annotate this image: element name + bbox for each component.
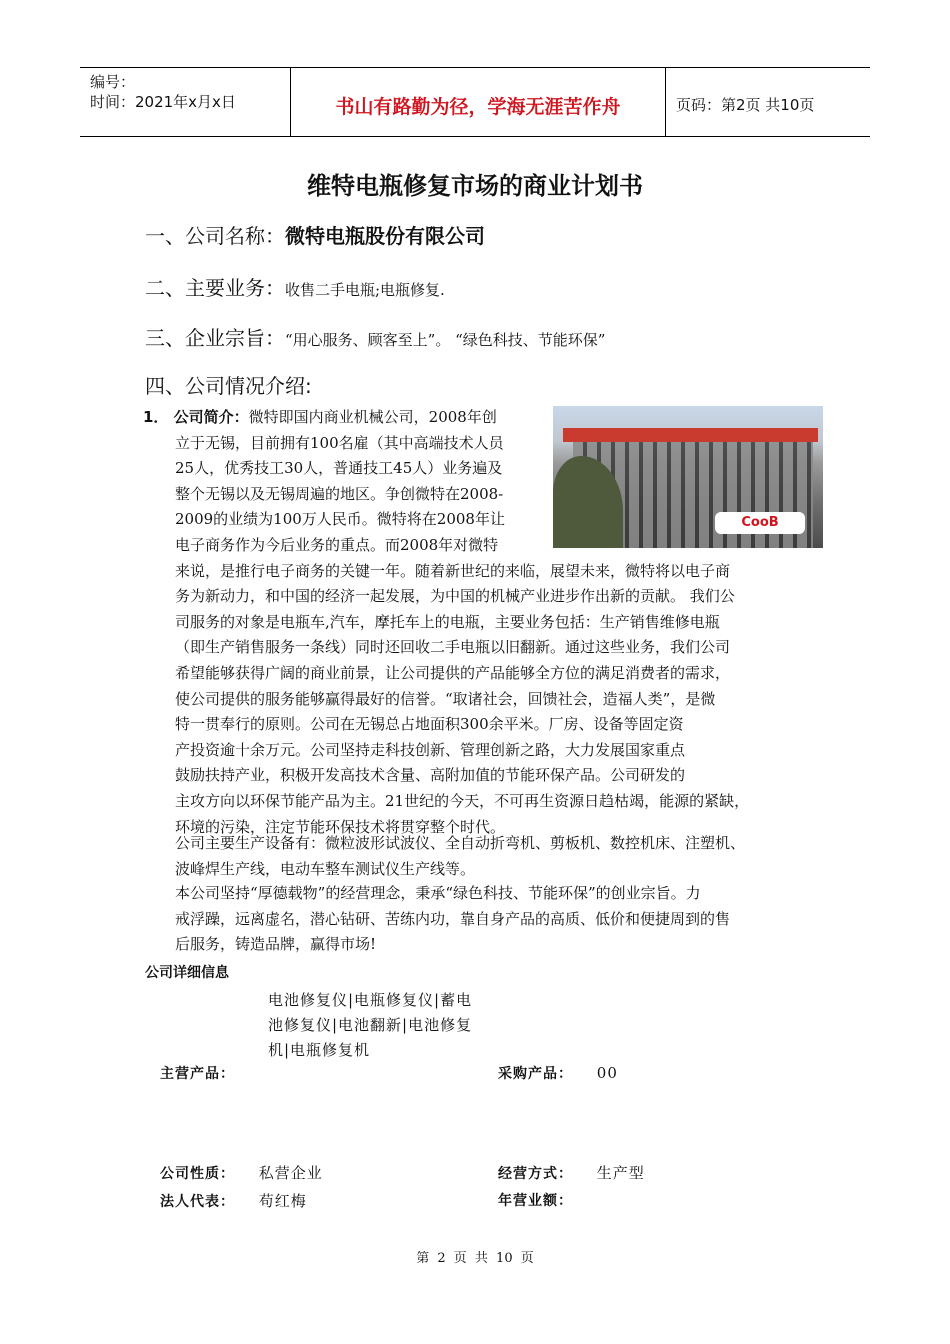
section-label: 四、公司情况介绍: — [145, 374, 312, 398]
intro-line: 主攻方向以环保节能产品为主。21世纪的今天，不可再生资源日趋枯竭，能源的紧缺， — [175, 791, 750, 810]
intro-line: （即生产销售服务一条线）同时还回收二手电瓶以旧翻新。通过这些业务，我们公司 — [175, 638, 731, 657]
code-label: 编号： — [90, 73, 136, 91]
date-label: 时间：2021年x月x日 — [90, 93, 236, 111]
company-name: 微特电瓶股份有限公司 — [285, 224, 485, 248]
section-purpose — [145, 322, 605, 351]
intro-line: 产投资逾十余万元。公司坚持走科技创新、管理创新之路，大力发展国家重点 — [175, 740, 686, 759]
intro-line: 25人，优秀技工30人，普通技工45人）业务遍及 — [175, 459, 503, 478]
intro-line: 环境的污染，注定节能环保技术将贯穿整个时代。 — [175, 817, 506, 836]
nature-value: 私营企业 — [258, 1164, 323, 1182]
document-title: 维特电瓶修复市场的商业计划书 — [307, 172, 643, 200]
purpose-value: “用心服务、顾客至上”。 “绿色科技、节能环保” — [285, 331, 606, 349]
mode-row — [498, 1162, 645, 1183]
section-company-name — [145, 220, 485, 249]
revenue-label: 年营业额： — [498, 1193, 573, 1209]
main-products-label: 主营产品： — [160, 1066, 235, 1082]
watermark-logo: CooB — [715, 512, 805, 534]
mode-label: 经营方式： — [498, 1166, 573, 1182]
page-footer: 第 2 页 共 10 页 — [416, 1251, 534, 1266]
equipment-paragraph: 公司主要生产设备有：微粒波形试波仪、全自动折弯机、剪板机、数控机床、注塑机、 波峰焊生产线，电动车整车测试仪生产线等。 — [175, 834, 746, 878]
intro-line: 电子商务作为今后业务的重点。而2008年对微特 — [175, 535, 499, 554]
section-label: 二、主要业务： — [145, 276, 285, 300]
intro-line: 特一贯奉行的原则。公司在无锡总占地面积300余平米。厂房、设备等固定资 — [175, 715, 684, 734]
mode-value: 生产型 — [596, 1164, 645, 1182]
nature-row — [160, 1162, 323, 1183]
intro-line: 使公司提供的服务能够赢得最好的信誉。“取诸社会，回馈社会，造福人类”，是微 — [175, 689, 716, 708]
purchase-row — [498, 1063, 618, 1083]
intro-line: 司服务的对象是电瓶车,汽车，摩托车上的电瓶，主要业务包括：生产销售维修电瓶 — [175, 612, 720, 631]
intro-line: 整个无锡以及无锡周遍的地区。争创微特在2008- — [175, 484, 504, 503]
legal-label: 法人代表： — [160, 1194, 235, 1210]
company-building-photo — [553, 406, 823, 548]
intro-line: 立于无锡，目前拥有100名雇（其中高端技术人员 — [175, 433, 504, 452]
business-value: 收售二手电瓶;电瓶修复. — [285, 281, 445, 299]
intro-line: 务为新动力，和中国的经济一起发展，为中国的机械产业进步作出新的贡献。 我们公 — [175, 587, 735, 606]
main-products-list: 电池修复仪|电瓶修复仪|蓄电 池修复仪|电池翻新|电池修复 机|电瓶修复机 — [268, 991, 473, 1059]
intro-line: 来说，是推行电子商务的关键一年。随着新世纪的来临，展望未来，微特将以电子商 — [175, 561, 731, 580]
purchase-label: 采购产品： — [498, 1066, 573, 1082]
intro-line: 希望能够获得广阔的商业前景，让公司提供的产品能够全方位的满足消费者的需求， — [175, 663, 731, 682]
building-banner — [563, 428, 818, 442]
section-company-intro — [145, 370, 312, 399]
legal-value: 苟红梅 — [258, 1192, 307, 1210]
header-meta — [80, 68, 291, 136]
nature-label: 公司性质： — [160, 1166, 235, 1182]
main-products-row — [160, 1063, 235, 1083]
intro-line-0: 1． 公司简介：微特即国内商业机械公司，2008年创 — [143, 408, 497, 426]
header-motto: 书山有路勤为径，学海无涯苦作舟 — [291, 68, 666, 136]
philosophy-paragraph: 本公司坚持“厚德载物”的经营理念，秉承“绿色科技、节能环保”的创业宗旨。力 戒浮躁，远离虚名，潜心钻研、苦练内功，靠自身产品的高质、低价和便捷周到的售 后服务，铸造品牌，赢得市场! — [175, 884, 731, 954]
company-intro — [143, 405, 823, 840]
header-page: 页码：第2页 共10页 — [676, 95, 815, 114]
intro-line: 2009的业绩为100万人民币。微特将在2008年让 — [175, 510, 505, 529]
intro-number: 1． 公司简介： — [143, 408, 249, 426]
revenue-row — [498, 1190, 573, 1210]
section-business — [145, 272, 445, 301]
section-label: 三、企业宗旨： — [145, 326, 285, 350]
intro-line: 鼓励扶持产业，积极开发高技术含量、高附加值的节能环保产品。公司研发的 — [175, 766, 686, 785]
details-heading: 公司详细信息 — [145, 965, 229, 981]
legal-row — [160, 1190, 307, 1211]
section-label: 一、公司名称： — [145, 224, 285, 248]
purchase-value: 00 — [596, 1064, 618, 1082]
page-header — [80, 67, 870, 137]
